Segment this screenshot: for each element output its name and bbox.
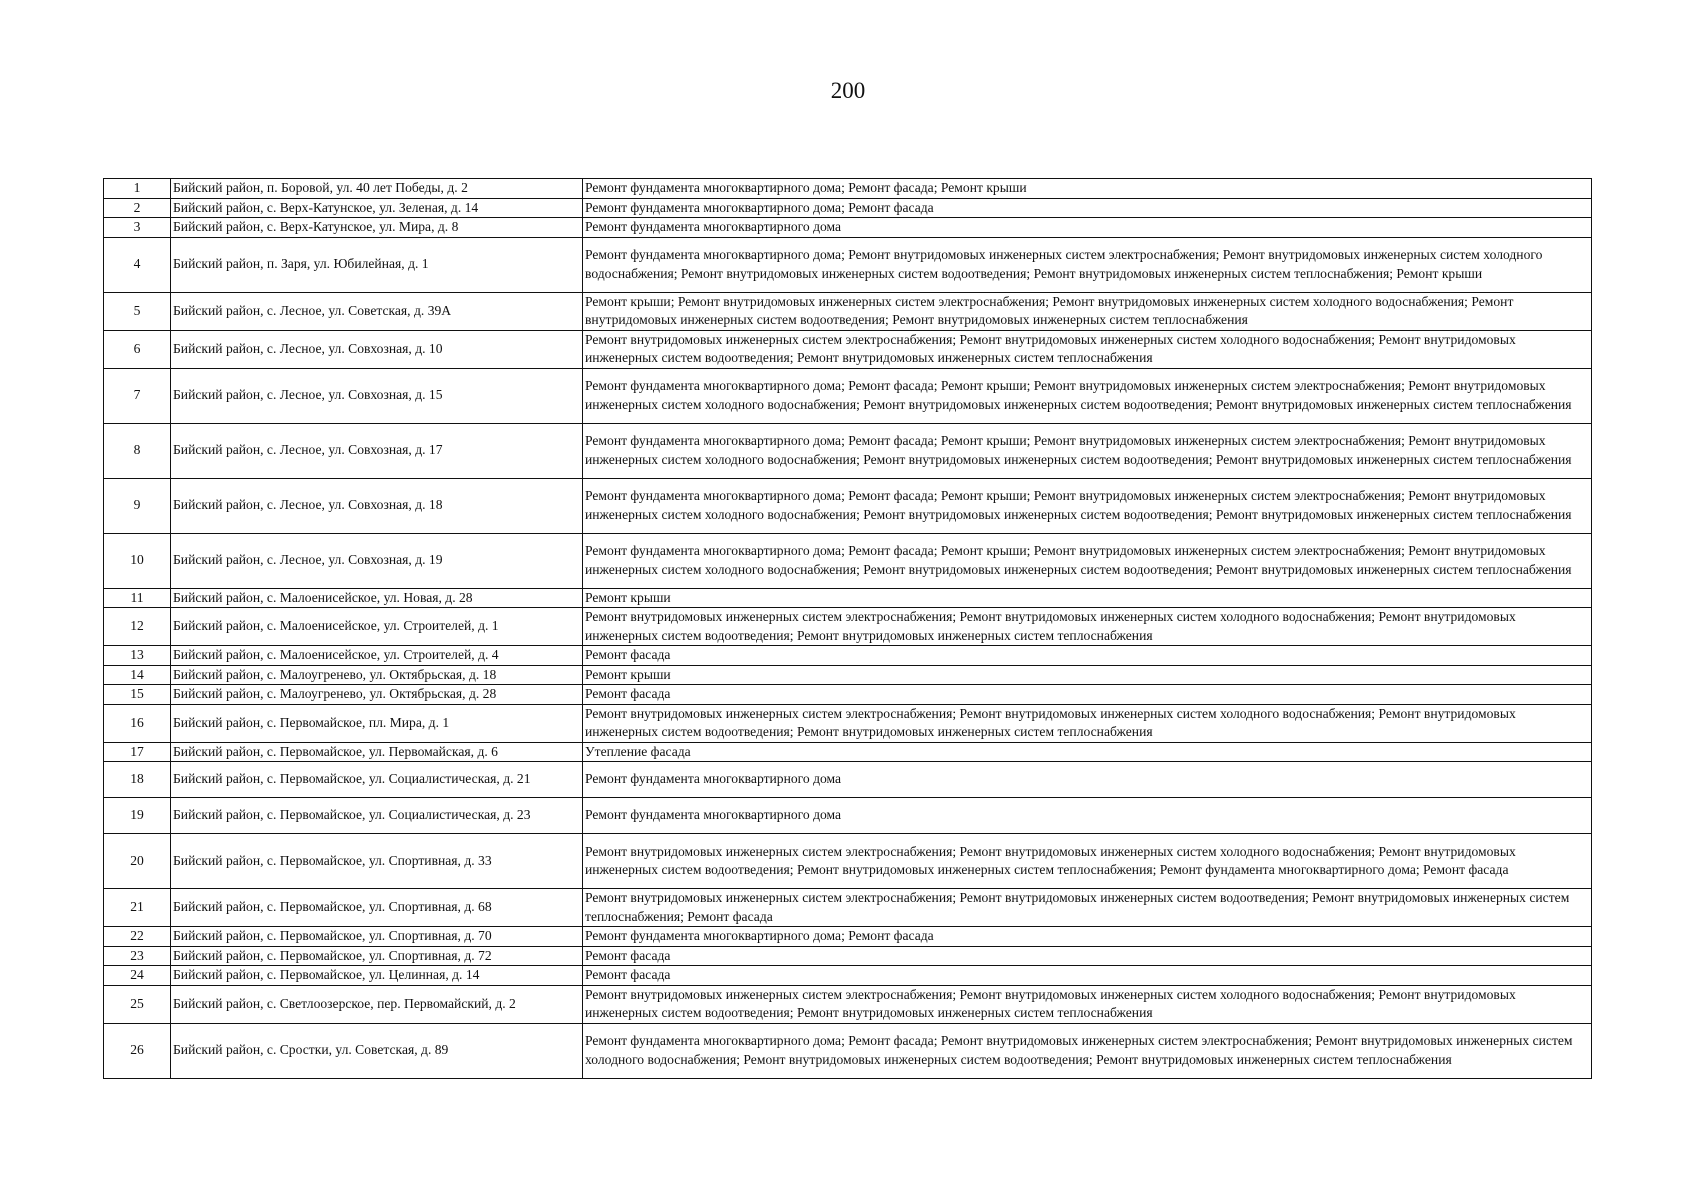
address-cell: Бийский район, с. Первомайское, ул. Спортивная, д. 72 [171,946,583,966]
table-row [104,218,1592,238]
table-row [104,762,1592,798]
row-number-cell: 14 [104,665,171,685]
table-row [104,368,1592,423]
row-number-cell: 6 [104,330,171,368]
address-cell: Бийский район, п. Заря, ул. Юбилейная, д. 1 [171,237,583,292]
works-cell: Ремонт фундамента многоквартирного дома [583,762,1592,798]
works-cell: Ремонт внутридомовых инженерных систем электроснабжения; Ремонт внутридомовых инженерных систем холодного водоснабжения; Ремонт внутридомовых инженерных систем водоотведения; Ремонт внутридомовых инженерных систем теплоснабжения; Ремонт фундамента многоквартирного дома; Ремонт фасада [583,834,1592,889]
table-row [104,237,1592,292]
table-row [104,834,1592,889]
row-number-cell: 24 [104,966,171,986]
address-cell: Бийский район, с. Лесное, ул. Совхозная, д. 19 [171,533,583,588]
address-cell: Бийский район, с. Лесное, ул. Совхозная, д. 18 [171,478,583,533]
works-cell: Ремонт фундамента многоквартирного дома; Ремонт фасада [583,927,1592,947]
row-number-cell: 19 [104,798,171,834]
works-cell: Утепление фасада [583,742,1592,762]
works-cell: Ремонт фундамента многоквартирного дома; Ремонт фасада; Ремонт крыши; Ремонт внутридомовых инженерных систем электроснабжения; Ремонт внутридомовых инженерных систем холодного водоснабжения; Ремонт внутридомовых инженерных систем водоотведения; Ремонт внутридомовых инженерных систем теплоснабжения [583,478,1592,533]
address-cell: Бийский район, с. Лесное, ул. Советская, д. 39А [171,292,583,330]
row-number-cell: 11 [104,588,171,608]
table-row [104,646,1592,666]
table-row [104,946,1592,966]
table-row [104,665,1592,685]
table-row [104,742,1592,762]
row-number-cell: 25 [104,985,171,1023]
row-number-cell: 4 [104,237,171,292]
table-row [104,889,1592,927]
row-number-cell: 13 [104,646,171,666]
address-cell: Бийский район, с. Светлоозерское, пер. Первомайский, д. 2 [171,985,583,1023]
address-cell: Бийский район, п. Боровой, ул. 40 лет Победы, д. 2 [171,179,583,199]
works-cell: Ремонт фундамента многоквартирного дома; Ремонт фасада; Ремонт крыши; Ремонт внутридомовых инженерных систем электроснабжения; Ремонт внутридомовых инженерных систем холодного водоснабжения; Ремонт внутридомовых инженерных систем водоотведения; Ремонт внутридомовых инженерных систем теплоснабжения [583,533,1592,588]
table-row [104,685,1592,705]
works-cell: Ремонт крыши [583,588,1592,608]
table-body [104,179,1592,1079]
works-cell: Ремонт внутридомовых инженерных систем электроснабжения; Ремонт внутридомовых инженерных систем холодного водоснабжения; Ремонт внутридомовых инженерных систем водоотведения; Ремонт внутридомовых инженерных систем теплоснабжения [583,985,1592,1023]
row-number-cell: 3 [104,218,171,238]
row-number-cell: 23 [104,946,171,966]
address-cell: Бийский район, с. Первомайское, ул. Спортивная, д. 70 [171,927,583,947]
repair-works-table [103,178,1592,1079]
works-cell: Ремонт фундамента многоквартирного дома; Ремонт фасада; Ремонт крыши; Ремонт внутридомовых инженерных систем электроснабжения; Ремонт внутридомовых инженерных систем холодного водоснабжения; Ремонт внутридомовых инженерных систем водоотведения; Ремонт внутридомовых инженерных систем теплоснабжения [583,368,1592,423]
address-cell: Бийский район, с. Первомайское, ул. Социалистическая, д. 21 [171,762,583,798]
table-row [104,198,1592,218]
works-cell: Ремонт фундамента многоквартирного дома; Ремонт внутридомовых инженерных систем электроснабжения; Ремонт внутридомовых инженерных систем холодного водоснабжения; Ремонт внутридомовых инженерных систем водоотведения; Ремонт внутридомовых инженерных систем теплоснабжения; Ремонт крыши [583,237,1592,292]
row-number-cell: 5 [104,292,171,330]
row-number-cell: 1 [104,179,171,199]
works-cell: Ремонт фундамента многоквартирного дома; Ремонт фасада [583,198,1592,218]
table-row [104,927,1592,947]
table-row [104,704,1592,742]
works-cell: Ремонт внутридомовых инженерных систем электроснабжения; Ремонт внутридомовых инженерных систем холодного водоснабжения; Ремонт внутридомовых инженерных систем водоотведения; Ремонт внутридомовых инженерных систем теплоснабжения [583,608,1592,646]
row-number-cell: 15 [104,685,171,705]
address-cell: Бийский район, с. Первомайское, ул. Спортивная, д. 33 [171,834,583,889]
address-cell: Бийский район, с. Малоугренево, ул. Октябрьская, д. 28 [171,685,583,705]
row-number-cell: 12 [104,608,171,646]
address-cell: Бийский район, с. Первомайское, ул. Спортивная, д. 68 [171,889,583,927]
address-cell: Бийский район, с. Малоенисейское, ул. Новая, д. 28 [171,588,583,608]
row-number-cell: 21 [104,889,171,927]
works-cell: Ремонт фундамента многоквартирного дома; Ремонт фасада; Ремонт крыши [583,179,1592,199]
row-number-cell: 18 [104,762,171,798]
works-cell: Ремонт фасада [583,646,1592,666]
row-number-cell: 26 [104,1023,171,1078]
address-cell: Бийский район, с. Первомайское, ул. Первомайская, д. 6 [171,742,583,762]
row-number-cell: 16 [104,704,171,742]
row-number-cell: 17 [104,742,171,762]
works-cell: Ремонт внутридомовых инженерных систем электроснабжения; Ремонт внутридомовых инженерных систем водоотведения; Ремонт внутридомовых инженерных систем теплоснабжения; Ремонт фасада [583,889,1592,927]
row-number-cell: 20 [104,834,171,889]
address-cell: Бийский район, с. Лесное, ул. Совхозная, д. 15 [171,368,583,423]
works-cell: Ремонт фундамента многоквартирного дома [583,798,1592,834]
row-number-cell: 7 [104,368,171,423]
works-cell: Ремонт крыши; Ремонт внутридомовых инженерных систем электроснабжения; Ремонт внутридомовых инженерных систем холодного водоснабжения; Ремонт внутридомовых инженерных систем водоотведения; Ремонт внутридомовых инженерных систем теплоснабжения [583,292,1592,330]
table-row [104,478,1592,533]
table-row [104,330,1592,368]
address-cell: Бийский район, с. Верх-Катунское, ул. Зеленая, д. 14 [171,198,583,218]
address-cell: Бийский район, с. Малоенисейское, ул. Строителей, д. 1 [171,608,583,646]
works-cell: Ремонт фасада [583,966,1592,986]
address-cell: Бийский район, с. Первомайское, пл. Мира, д. 1 [171,704,583,742]
works-cell: Ремонт фундамента многоквартирного дома [583,218,1592,238]
address-cell: Бийский район, с. Сростки, ул. Советская, д. 89 [171,1023,583,1078]
table-row [104,533,1592,588]
row-number-cell: 10 [104,533,171,588]
page-number: 200 [830,78,866,103]
address-cell: Бийский район, с. Первомайское, ул. Целинная, д. 14 [171,966,583,986]
works-cell: Ремонт фасада [583,685,1592,705]
table-row [104,798,1592,834]
table-row [104,985,1592,1023]
works-cell: Ремонт внутридомовых инженерных систем электроснабжения; Ремонт внутридомовых инженерных систем холодного водоснабжения; Ремонт внутридомовых инженерных систем водоотведения; Ремонт внутридомовых инженерных систем теплоснабжения [583,704,1592,742]
row-number-cell: 2 [104,198,171,218]
table-row [104,423,1592,478]
table-row [104,966,1592,986]
address-cell: Бийский район, с. Лесное, ул. Совхозная, д. 17 [171,423,583,478]
works-cell: Ремонт фасада [583,946,1592,966]
table-row [104,1023,1592,1078]
address-cell: Бийский район, с. Малоугренево, ул. Октябрьская, д. 18 [171,665,583,685]
row-number-cell: 8 [104,423,171,478]
works-cell: Ремонт внутридомовых инженерных систем электроснабжения; Ремонт внутридомовых инженерных систем холодного водоснабжения; Ремонт внутридомовых инженерных систем водоотведения; Ремонт внутридомовых инженерных систем теплоснабжения [583,330,1592,368]
works-cell: Ремонт фундамента многоквартирного дома; Ремонт фасада; Ремонт крыши; Ремонт внутридомовых инженерных систем электроснабжения; Ремонт внутридомовых инженерных систем холодного водоснабжения; Ремонт внутридомовых инженерных систем водоотведения; Ремонт внутридомовых инженерных систем теплоснабжения [583,423,1592,478]
address-cell: Бийский район, с. Верх-Катунское, ул. Мира, д. 8 [171,218,583,238]
table-row [104,588,1592,608]
row-number-cell: 9 [104,478,171,533]
row-number-cell: 22 [104,927,171,947]
table-row [104,179,1592,199]
works-cell: Ремонт крыши [583,665,1592,685]
table-row [104,608,1592,646]
address-cell: Бийский район, с. Первомайское, ул. Социалистическая, д. 23 [171,798,583,834]
works-cell: Ремонт фундамента многоквартирного дома; Ремонт фасада; Ремонт внутридомовых инженерных систем электроснабжения; Ремонт внутридомовых инженерных систем холодного водоснабжения; Ремонт внутридомовых инженерных систем водоотведения; Ремонт внутридомовых инженерных систем теплоснабжения [583,1023,1592,1078]
table-row [104,292,1592,330]
address-cell: Бийский район, с. Лесное, ул. Совхозная, д. 10 [171,330,583,368]
address-cell: Бийский район, с. Малоенисейское, ул. Строителей, д. 4 [171,646,583,666]
